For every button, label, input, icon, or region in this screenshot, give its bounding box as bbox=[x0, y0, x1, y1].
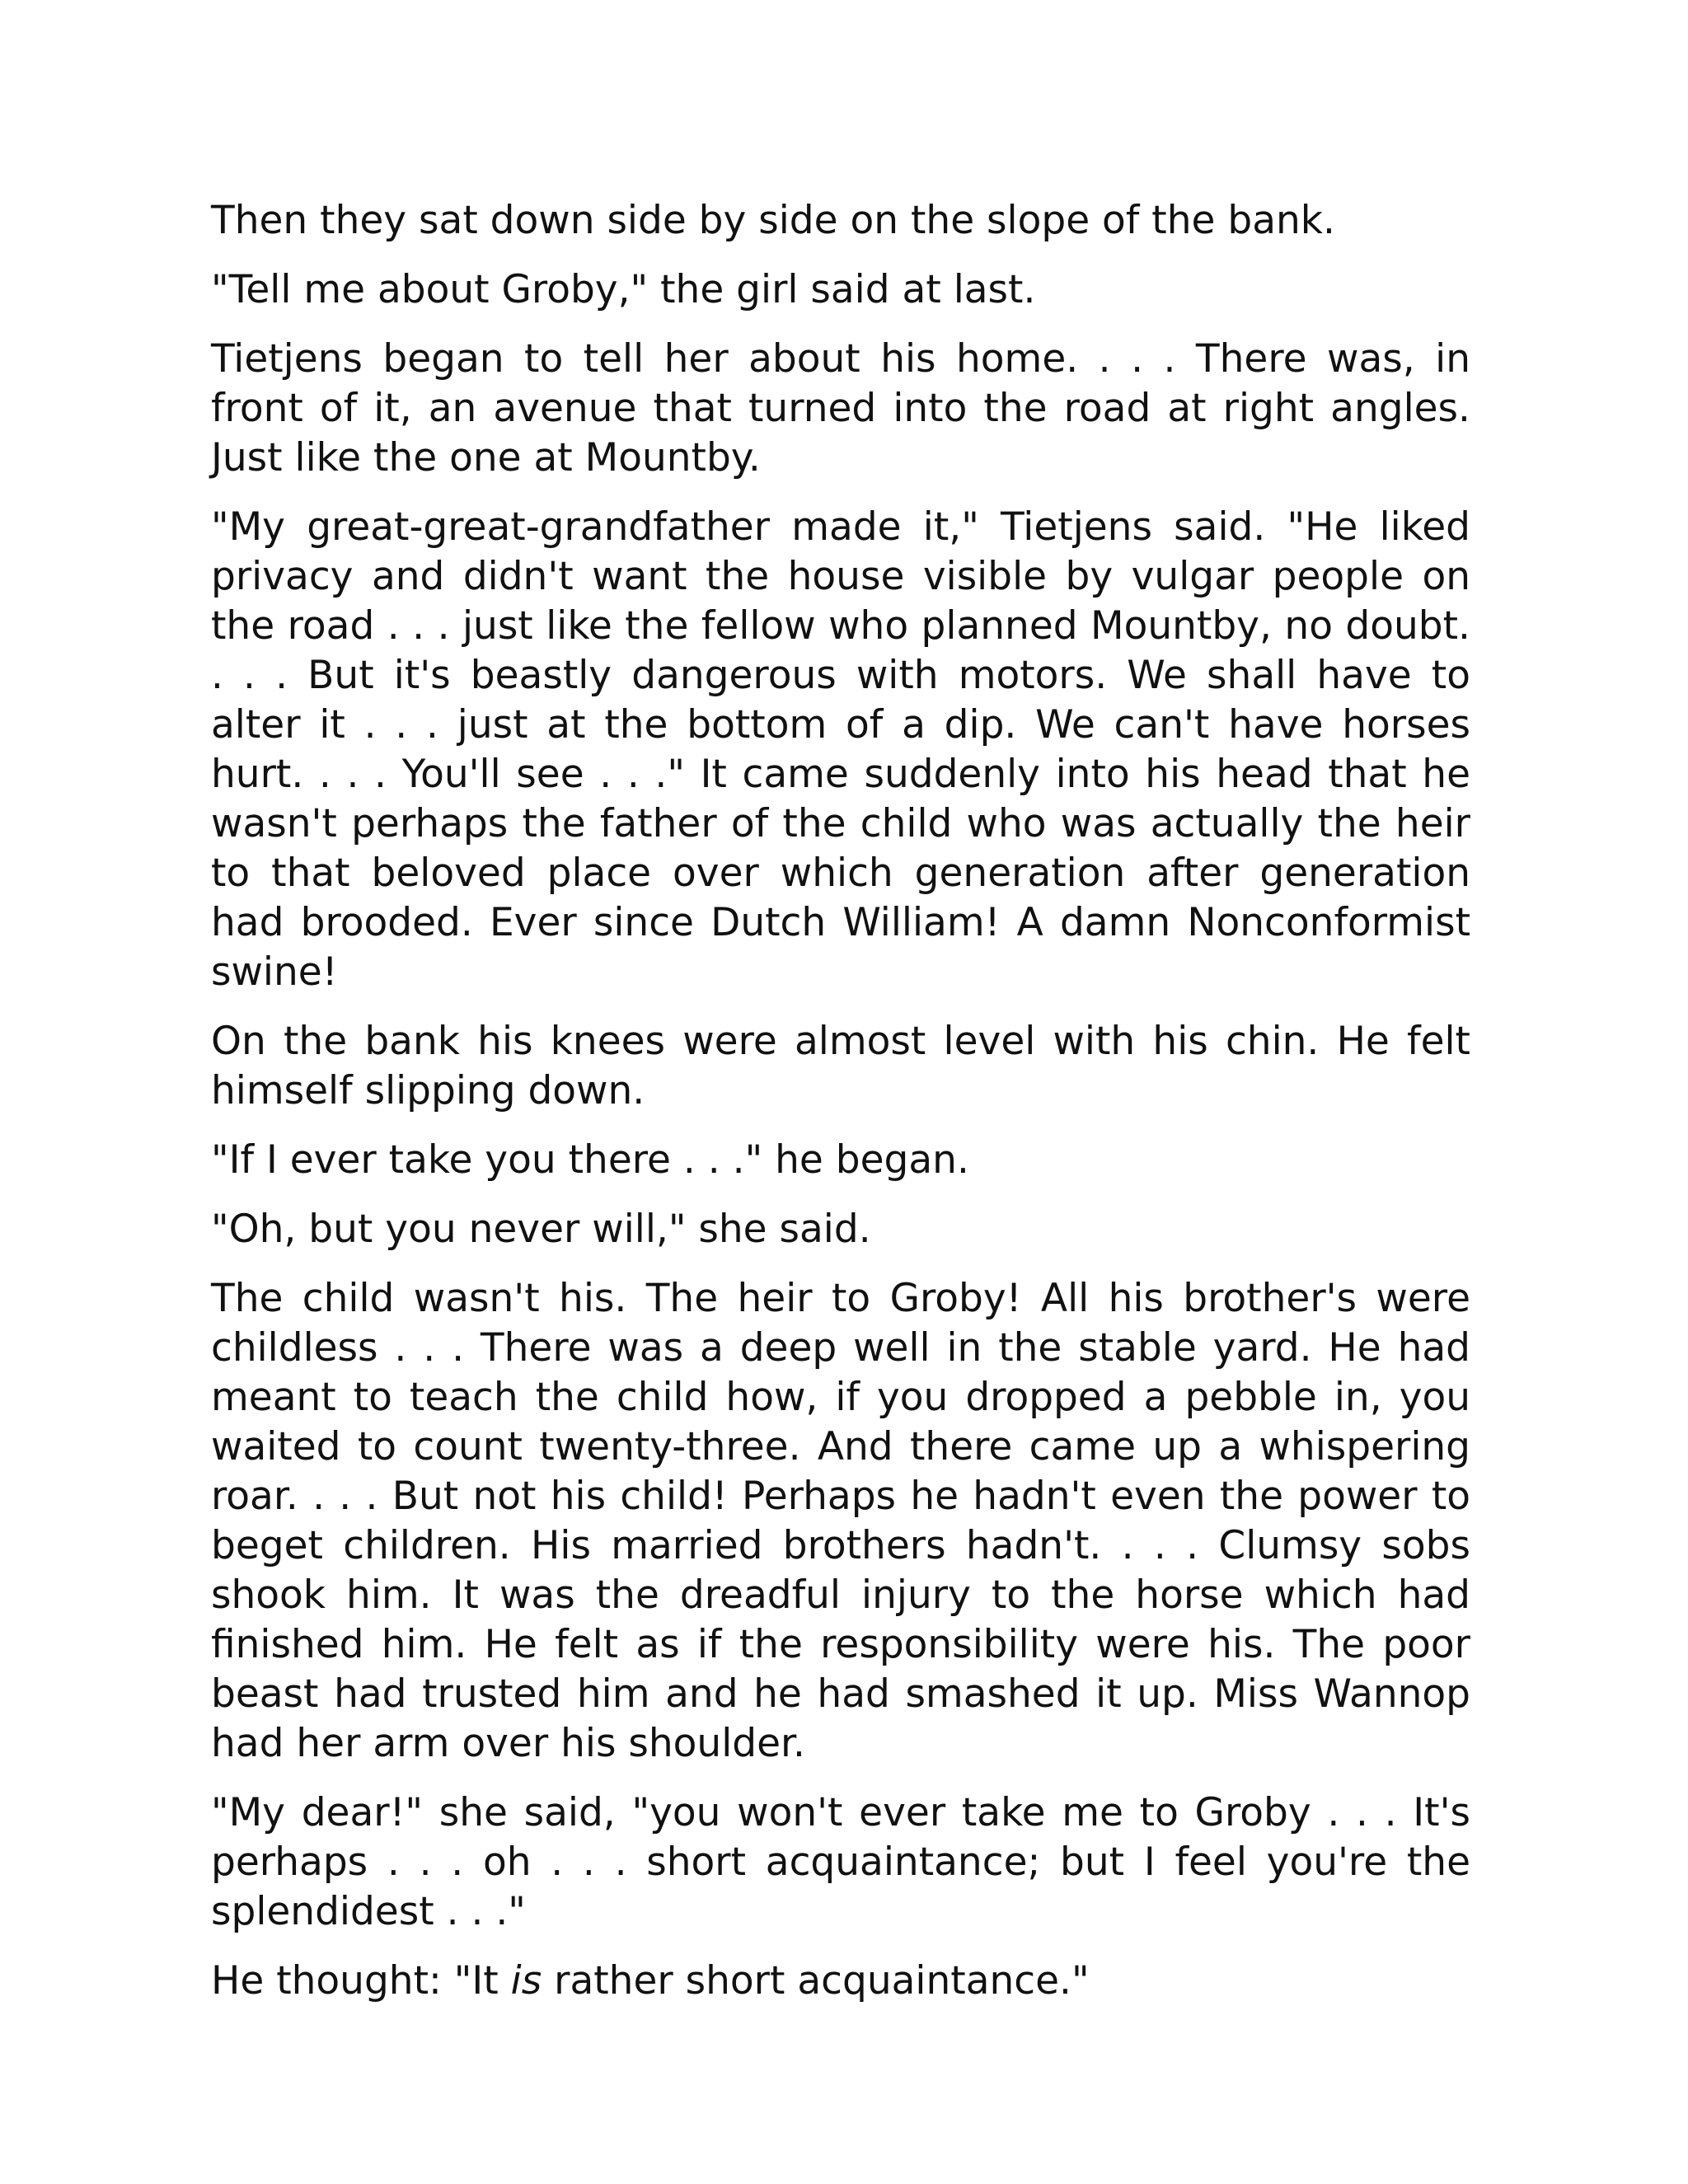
paragraph-3: Tietjens began to tell her about his home. . . . There was, in front of it, an avenue that turned into the road at right angles. Just like the one at Mountby. bbox=[211, 336, 1470, 480]
paragraph-2: "Tell me about Groby," the girl said at last. bbox=[211, 267, 1036, 312]
paragraph-5: On the bank his knees were almost level with his chin. He felt himself slipping down. bbox=[211, 1019, 1470, 1113]
paragraph-1: Then they sat down side by side on the slope of the bank. bbox=[211, 198, 1335, 243]
paragraph-8: The child wasn't his. The heir to Groby! All his brother's were childless . . . There was a deep well in the stable yard. He had meant to teach the child how, if you dropped a pebble in, you waited to count twenty-three. And there came up a whispering roar. . . . But not his child! Perhaps he hadn't even the power to beget children. His married brothers hadn't. . . . Clumsy sobs shook him. It was the dreadful injury to the horse which had finished him. He felt as if the responsibility were his. The poor beast had trusted him and he had smashed it up. Miss Wannop had her arm over his shoulder. bbox=[211, 1276, 1470, 1766]
paragraph-10-text-after: rather short acquaintance." bbox=[542, 1958, 1090, 2004]
paragraph-4: "My great-great-grandfather made it," Tietjens said. "He liked privacy and didn't want the house visible by vulgar people on the road . . . just like the fellow who planned Mountby, no doubt. . . . But it's beastly dangerous with motors. We shall have to alter it . . . just at the bottom of a dip. We can't have horses hurt. . . . You'll see . . ." It came suddenly into his head that he wasn't perhaps the father of the child who was actually the heir to that beloved place over which generation after generation had brooded. Ever since Dutch William! A damn Nonconformist swine! bbox=[211, 504, 1470, 995]
paragraph-6: "If I ever take you there . . ." he began. bbox=[211, 1137, 969, 1183]
text-body bbox=[211, 196, 1470, 2026]
paragraph-10-text-before: He thought: "It bbox=[211, 1958, 511, 2004]
paragraph-10-emphasis: is bbox=[510, 1958, 542, 2004]
paragraph-9: "My dear!" she said, "you won't ever take me to Groby . . . It's perhaps . . . oh . . . short acquaintance; but I feel you're the splendidest . . ." bbox=[211, 1790, 1470, 1934]
paragraph-10 bbox=[211, 1957, 1470, 2006]
paragraph-7: "Oh, but you never will," she said. bbox=[211, 1207, 871, 1252]
